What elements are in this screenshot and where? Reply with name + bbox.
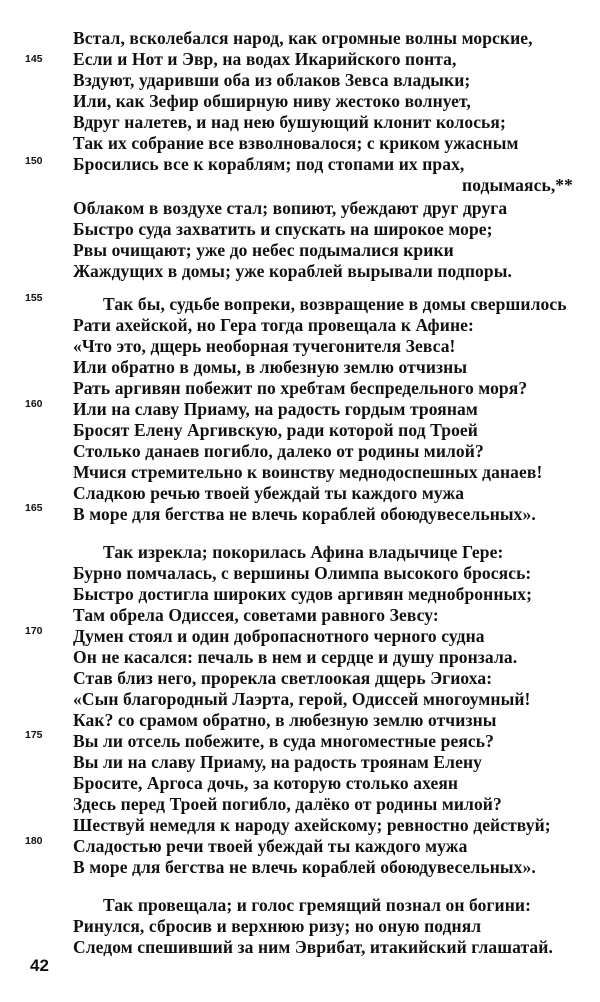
- verse-line: Вы ли на славу Приаму, на радость троянам Елену: [73, 752, 482, 772]
- verse-line: Или на славу Приаму, на радость гордым троянам: [73, 399, 478, 419]
- verse-line: Мчися стремительно к воинству меднодоспешных данаев!: [73, 462, 543, 482]
- line-number: 170: [25, 625, 43, 637]
- line-number: 175: [25, 729, 43, 741]
- verse-line: Бросите, Аргоса дочь, за которую столько ахеян: [73, 773, 459, 793]
- verse-line-continuation: подымаясь,**: [462, 175, 573, 195]
- verse-line: Облаком в воздухе стал; вопиют, убеждают друг друга: [73, 198, 508, 218]
- verse-line: Вдруг налетев, и над нею бушующий клонит колосья;: [73, 112, 506, 132]
- verse-line: Став близ него, прорекла светлоокая дщерь Эгиоха:: [73, 668, 493, 688]
- line-number: 165: [25, 502, 43, 514]
- verse-line: Так изрекла; покорилась Афина владычице Гере:: [103, 542, 504, 562]
- verse-line: Быстро достигла широких судов аргивян меднобронных;: [73, 584, 533, 604]
- verse-line: Ринулся, сбросив и верхнюю ризу; но оную поднял: [73, 916, 482, 936]
- verse-line: Бросились все к кораблям; под стопами их прах,: [73, 154, 465, 174]
- line-number: 155: [25, 292, 43, 304]
- verse-line: Столько данаев погибло, далеко от родины милой?: [73, 441, 484, 461]
- verse-line: «Что это, дщерь необорная тучегонителя Зевса!: [73, 336, 456, 356]
- verse-line: Встал, всколебался народ, как огромные волны морские,: [73, 28, 533, 48]
- verse-line: «Сын благородный Лаэрта, герой, Одиссей многоумный!: [73, 689, 531, 709]
- line-number: 145: [25, 53, 43, 65]
- verse-line: Бросят Елену Аргивскую, ради которой под Троей: [73, 420, 478, 440]
- verse-line: Сладкою речью твоей убеждай ты каждого мужа: [73, 483, 465, 503]
- verse-line: Жаждущих в домы; уже кораблей вырывали подпоры.: [73, 261, 512, 281]
- verse-line: Думен стоял и один добропаснотного черного судна: [73, 626, 485, 646]
- verse-line: Так провещала; и голос гремящий познал он богини:: [103, 895, 532, 915]
- verse-line: Если и Нот и Эвр, на водах Икарийского понта,: [73, 49, 457, 69]
- verse-line: Рати ахейской, но Гера тогда провещала к Афине:: [73, 315, 474, 335]
- verse-line: Он не касался: печаль в нем и сердце и душу пронзала.: [73, 647, 518, 667]
- verse-line: Так их собрание все взволновалося; с криком ужасным: [73, 133, 519, 153]
- line-number: 160: [25, 398, 43, 410]
- verse-line: Быстро суда захватить и спускать на широкое море;: [73, 219, 493, 239]
- verse-line: Вы ли отсель побежите, в суда многоместные реясь?: [73, 731, 494, 751]
- verse-line: Шествуй немедля к народу ахейскому; ревностно действуй;: [73, 815, 551, 835]
- page-number: 42: [30, 956, 49, 975]
- verse-line: Сладостью речи твоей убеждай ты каждого мужа: [73, 836, 468, 856]
- verse-line: Так бы, судьбе вопреки, возвращение в домы свершилось: [103, 294, 567, 314]
- verse-line: Следом спешивший за ним Эврибат, итакийский глашатай.: [73, 937, 553, 957]
- verse-line: Здесь перед Троей погибло, далёко от родины милой?: [73, 794, 502, 814]
- verse-line: В море для бегства не влечь кораблей обоюдувесельных».: [73, 504, 536, 524]
- line-number: 180: [25, 835, 43, 847]
- verse-line: Там обрела Одиссея, советами равного Зевсу:: [73, 605, 439, 625]
- verse-line: Рать аргивян побежит по хребтам беспредельного моря?: [73, 378, 528, 398]
- verse-line: Вздуют, ударивши оба из облаков Зевса владыки;: [73, 70, 471, 90]
- verse-line: Как? со срамом обратно, в любезную землю отчизны: [73, 710, 497, 730]
- verse-line: Или обратно в домы, в любезную землю отчизны: [73, 357, 468, 377]
- line-number: 150: [25, 155, 43, 167]
- verse-line: Бурно помчалась, с вершины Олимпа высокого бросясь:: [73, 563, 532, 583]
- verse-line: Или, как Зефир обширную ниву жестоко волнует,: [73, 91, 471, 111]
- verse-line: В море для бегства не влечь кораблей обоюдувесельных».: [73, 857, 536, 877]
- verse-line: Рвы очищают; уже до небес подымалися крики: [73, 240, 454, 260]
